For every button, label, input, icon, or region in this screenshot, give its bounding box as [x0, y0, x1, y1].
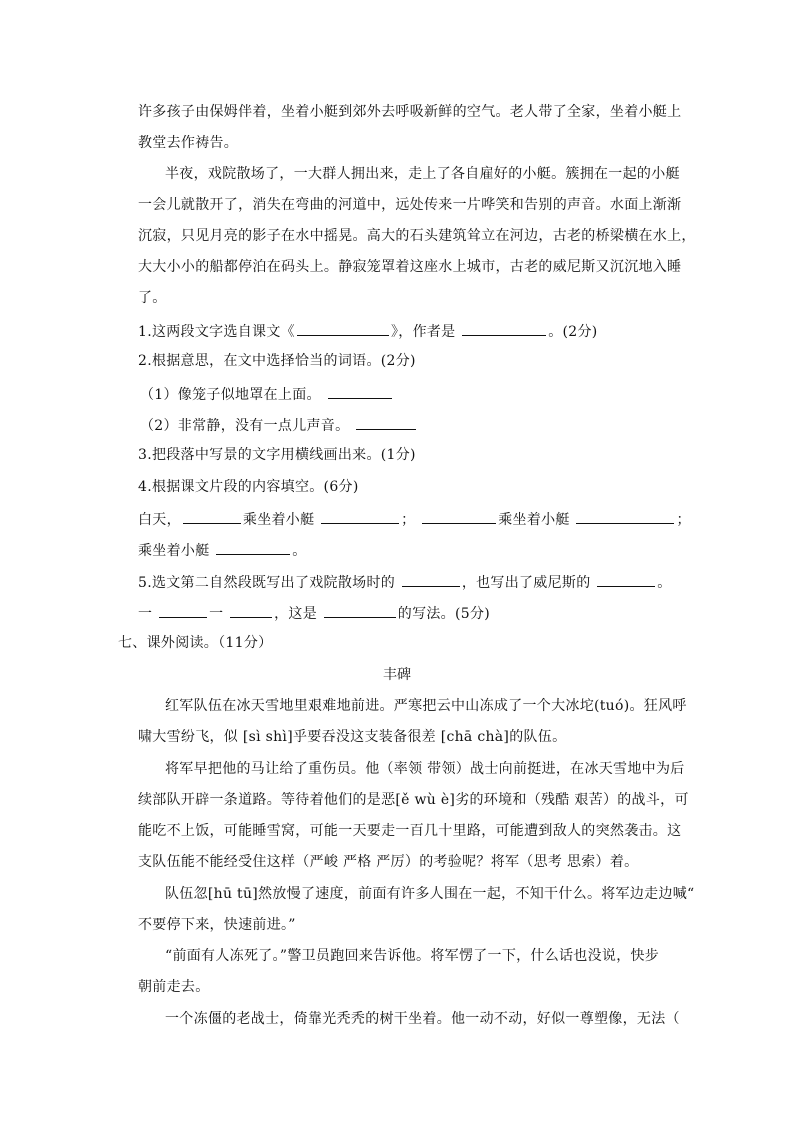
answer-blank[interactable] [297, 321, 389, 336]
question-5-line-2 [138, 603, 490, 623]
article-line: 队伍忽[hū tū]然放慢了速度，前面有许多人围在一起，不知干什么。将军边走边喊“ [165, 886, 695, 902]
question-text: （2）非常静，没有一点儿声音。 [140, 418, 355, 434]
question-text: 。(2分) [548, 324, 598, 340]
answer-blank[interactable] [402, 572, 460, 587]
question-text: （1）像笼子似地罩在上面。 [140, 387, 326, 403]
question-5-line-1 [138, 572, 672, 592]
answer-blank[interactable] [230, 603, 272, 618]
question-2-item-2 [140, 415, 418, 435]
question-text: 乘坐着小艇 [138, 543, 215, 559]
answer-blank[interactable] [183, 509, 241, 524]
article-line: 红军队伍在冰天雪地里艰难地前进。严寒把云中山冻成了一个大冰坨(tuó)。狂风呼 [165, 698, 687, 714]
question-4-line-2 [138, 540, 307, 560]
question-text: ，这是 [274, 606, 322, 622]
article-line: 将军早把他的马让给了重伤员。他（率领 带领）战士向前挺进，在冰天雪地中为后 [165, 761, 685, 777]
answer-blank[interactable] [159, 603, 207, 618]
question-text: 的写法。(5分) [397, 606, 491, 622]
article-line: 一个冻僵的老战士，倚靠光秃秃的树干坐着。他一动不动，好似一尊塑像，无法（ [165, 1011, 680, 1027]
question-text: 1.这两段文字选自课文《 [138, 324, 295, 340]
article-line: 支队伍能不能经受住这样（严峻 严格 严厉）的考验呢？将军（思考 思索）着。 [138, 854, 639, 870]
question-2-item-1 [140, 384, 394, 404]
question-text: 。 [292, 543, 307, 559]
question-2: 2.根据意思，在文中选择恰当的词语。(2分) [138, 353, 416, 369]
article-line: 不要停下来，快速前进。” [138, 917, 296, 933]
question-text: 乘坐着小艇 [498, 512, 575, 528]
paragraph-line: 了。 [138, 290, 167, 306]
question-4: 4.根据课文片段的内容填空。(6分) [138, 479, 359, 495]
answer-blank[interactable] [216, 540, 290, 555]
article-line: 能吃不上饭，可能睡雪窝，可能一天要走一百几十里路，可能遭到敌人的突然袭击。这 [138, 823, 682, 839]
article-line: 啸大雪纷飞，似 [sì shì]乎要吞没这支装备很差 [chā chà]的队伍。 [138, 729, 567, 745]
question-text: 乘坐着小艇 [242, 512, 320, 528]
article-line: “前面有人冻死了。”警卫员跑回来告诉他。将军愣了一下，什么话也没说，快步 [165, 948, 660, 964]
question-3: 3.把段落中写景的文字用横线画出来。(1分) [138, 447, 416, 463]
question-1 [138, 321, 598, 341]
article-title: 丰碑 [383, 667, 411, 683]
question-text: 。 [657, 575, 672, 591]
question-4-line-1 [138, 509, 691, 529]
article-line: 朝前走去。 [138, 979, 210, 995]
question-text: ，也写出了威尼斯的 [461, 575, 596, 591]
paragraph-line: 许多孩子由保姆伴着，坐着小艇到郊外去呼吸新鲜的空气。老人带了全家，坐着小艇上 [138, 104, 682, 120]
question-text: 5.选文第二自然段既写出了戏院散场时的 [138, 575, 400, 591]
paragraph-line: 一会儿就散开了，消失在弯曲的河道中，远处传来一片哗笑和告别的声音。水面上渐渐 [138, 197, 682, 213]
paragraph-line: 沉寂，只见月亮的影子在水中摇晃。高大的石头建筑耸立在河边，古老的桥梁横在水上， [138, 228, 696, 244]
answer-blank[interactable] [597, 572, 655, 587]
question-text: 一 [209, 606, 229, 622]
paragraph-line: 半夜，戏院散场了，一大群人拥出来，走上了各自雇好的小艇。簇拥在一起的小艇 [165, 166, 680, 182]
question-text: 》，作者是 [390, 324, 461, 340]
paragraph-line: 大大小小的船都停泊在码头上。静寂笼罩着这座水上城市，古老的威尼斯又沉沉地入睡 [138, 259, 682, 275]
article-line: 续部队开辟一条道路。等待着他们的是恶[ě wù è]劣的环境和（残酷 艰苦）的战斗，可 [138, 792, 689, 808]
section-heading: 七、课外阅读。（11分） [118, 635, 273, 651]
answer-blank[interactable] [324, 603, 396, 618]
answer-blank[interactable] [462, 321, 546, 336]
question-text: ； [401, 512, 421, 528]
answer-blank[interactable] [356, 415, 416, 430]
answer-blank[interactable] [422, 509, 496, 524]
question-text: ； [676, 512, 691, 528]
answer-blank[interactable] [328, 384, 392, 399]
question-text: 一 [138, 606, 158, 622]
paragraph-line: 教堂去作祷告。 [138, 135, 239, 151]
question-text: 白天， [138, 512, 181, 528]
answer-blank[interactable] [576, 509, 674, 524]
answer-blank[interactable] [321, 509, 399, 524]
